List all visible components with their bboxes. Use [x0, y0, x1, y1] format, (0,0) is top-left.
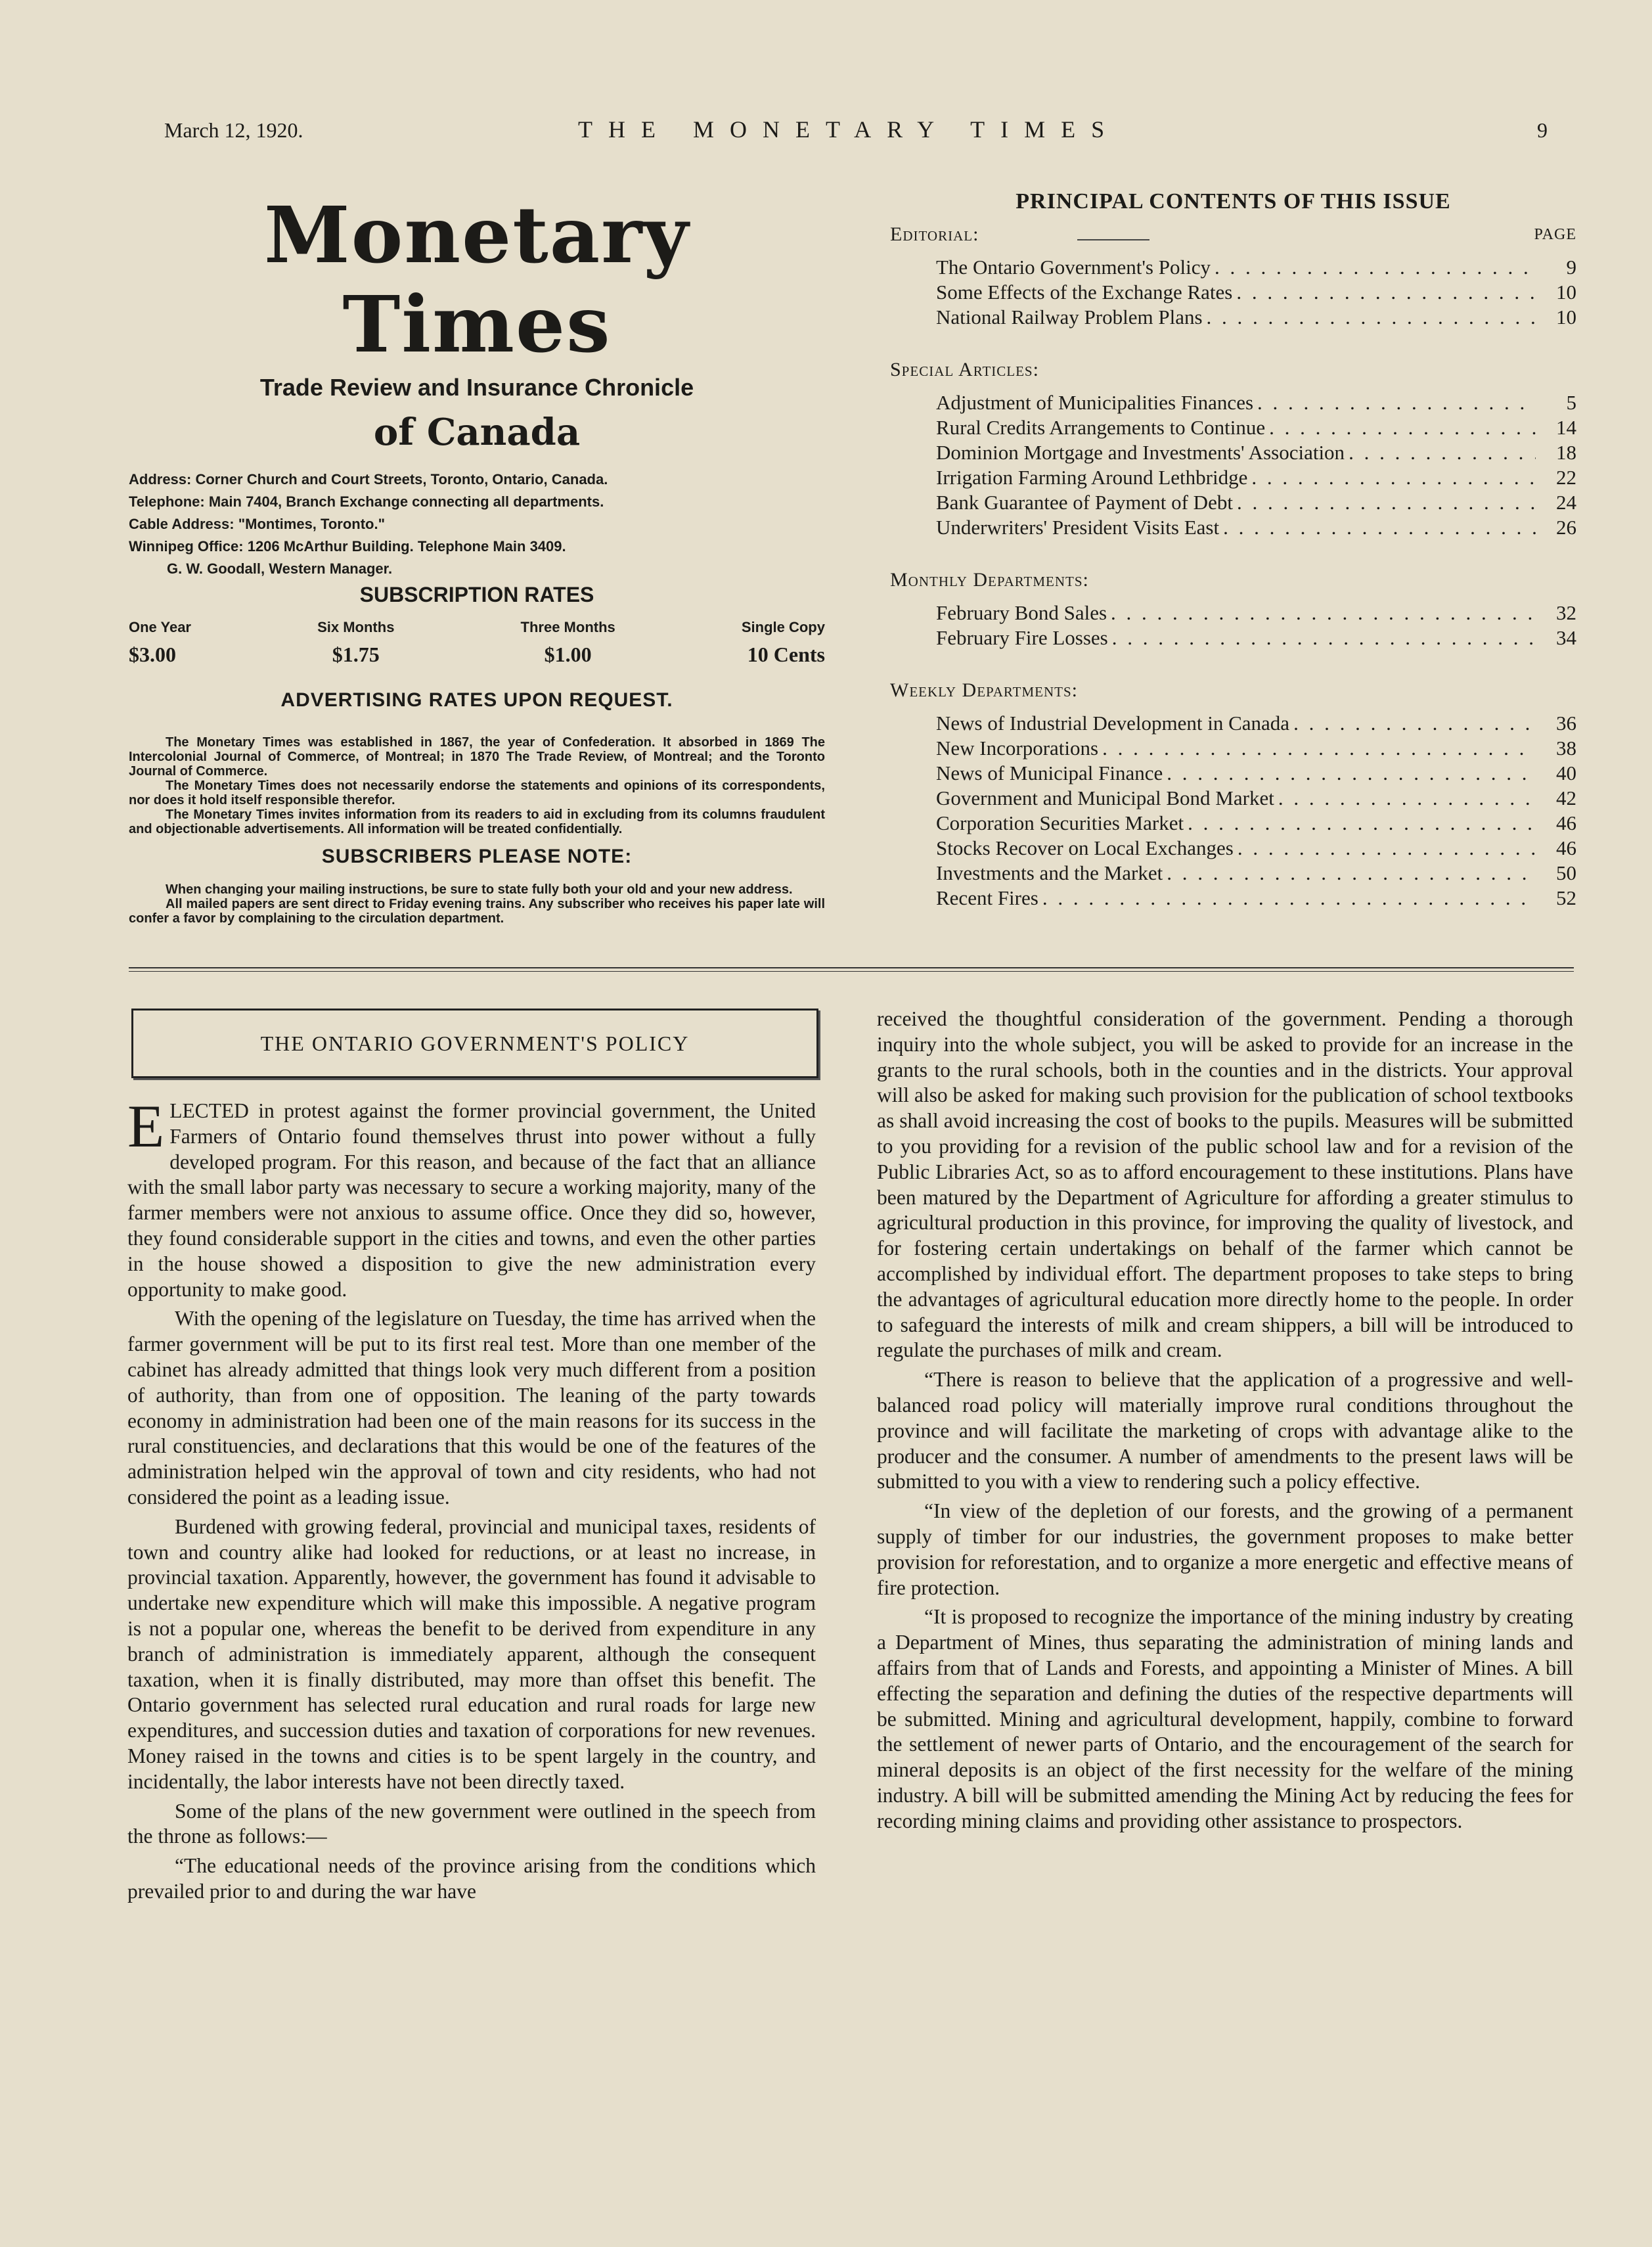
contents-item[interactable]: [890, 415, 1576, 440]
leader-dots: [1112, 625, 1536, 650]
leader-dots: [1215, 255, 1536, 280]
item-page: 32: [1556, 601, 1576, 624]
item-title: Bank Guarantee of Payment of Debt: [936, 491, 1233, 514]
item-title: Underwriters' President Visits East: [936, 516, 1220, 539]
drop-cap: E: [127, 1093, 165, 1160]
contents-items: [890, 390, 1576, 540]
rate-six-months: [317, 619, 394, 667]
divider: [1077, 239, 1150, 240]
rate-price: $1.75: [332, 643, 380, 667]
item-title: Recent Fires: [936, 886, 1038, 909]
article-paragraph: received the thoughtful consideration of the government. Pending a thorough inquiry into the whole subject, you will be asked to provide for an increase in the grants to the rural schools, both in the counties and in the districts. Your approval will also be asked for making such provision for the publication of school textbooks as shall avoid increasing the cost of books to the pupils. Measures will be submitted to you providing for a revision of the public school law and for a revision of the Public Libraries Act, so as to afford encouragement to these institutions. Plans have been matured by the Department of Agriculture for affording a greater stimulus to agricultural production in this province, for improving the quality of livestock, and for fostering certain undertakings on behalf of the farmer which cannot be accomplished by individual effort. The department proposes to take steps to bring the advantages of agricultural education more directly home to the people. In order to safeguard the interests of milk and cream shippers, a bill will be introduced to regulate the purchases of milk and cream.: [877, 1007, 1573, 1362]
item-title: News of Municipal Finance: [936, 761, 1163, 784]
contents-item[interactable]: [890, 886, 1576, 911]
article-paragraph: [127, 1093, 816, 1302]
contents-item[interactable]: [890, 490, 1576, 515]
rate-price: 10 Cents: [747, 643, 825, 667]
contents-section-editorial: [890, 223, 1576, 330]
contents-item[interactable]: [890, 736, 1576, 761]
masthead-subtitle: Trade Review and Insurance Chronicle: [259, 374, 694, 401]
article-paragraph: “It is proposed to recognize the importance of the mining industry by creating a Department of Mines, thus separating the administration of mining lands and affairs from that of Lands and Forests, and appointing a Minister of Mines. A bill effecting the separation and defining the duties of the respective departments will be submitted. Mining and agricultural development, happily, combine to forward the settlement of newer parts of Ontario, and the encouragement of the search for mineral deposits is an object of the first necessity for the welfare of the mining industry. A bill will be submitted amending the Mining Act by reducing the fees for recording mining claims and providing other assistance to prospectors.: [877, 1605, 1573, 1832]
rate-one-year: [129, 619, 191, 667]
about-paragraph: The Monetary Times was established in 1867, the year of Confederation. It absorbed in 1869 The Intercolonial Journal of Commerce, of Montreal; in 1870 The Trade Review, of Montreal; and the Toronto Journal of Commerce.: [129, 735, 825, 779]
article-paragraph: Burdened with growing federal, provincial and municipal taxes, residents of town and country alike had looked for reductions, or at least no increase, in provincial taxation. Apparently, however, the government has found it advisable to undertake new expenditure which will make this impossible. A negative program is not a popular one, whereas the benefit to be derived from expenditure in any branch of administration is immediately apparent, although the consequent taxation, when it is finally distributed, may more than offset this benefit. The Ontario government has selected rural education and rural roads for large new expenditures, and succession duties and taxation of corporations for new revenues. Money raised in the towns and cities is to be spent largely in the country, and incidentally, the labor interests have not been directly taxed.: [127, 1514, 816, 1793]
address-label: Address:: [129, 471, 192, 488]
item-title: Adjustment of Municipalities Finances: [936, 391, 1254, 414]
subscribers-note-heading: SUBSCRIBERS PLEASE NOTE:: [321, 846, 633, 868]
item-page: 14: [1556, 416, 1576, 439]
section-heading: Weekly Departments:: [890, 679, 1079, 701]
item-title: Government and Municipal Bond Market: [936, 786, 1274, 809]
item-page: 18: [1556, 441, 1576, 464]
masthead: [129, 191, 825, 926]
item-page: 38: [1556, 737, 1576, 760]
item-title: Rural Credits Arrangements to Continue: [936, 416, 1266, 439]
contents-items: [890, 601, 1576, 650]
rate-price: $1.00: [544, 643, 592, 667]
horizontal-divider: [129, 967, 1574, 972]
item-title: February Fire Losses: [936, 626, 1108, 649]
cable-text: "Montimes, Toronto.": [238, 516, 386, 533]
subscription-heading: SUBSCRIPTION RATES: [359, 583, 594, 607]
telephone-line: [129, 491, 825, 513]
note-paragraph: When changing your mailing instructions, be sure to state fully both your old and your new address.: [166, 882, 793, 897]
item-title: Stocks Recover on Local Exchanges: [936, 836, 1234, 859]
advertising-heading: ADVERTISING RATES UPON REQUEST.: [280, 689, 673, 712]
item-page: 9: [1566, 256, 1576, 279]
leader-dots: [1349, 440, 1536, 465]
winnipeg-manager: G. W. Goodall, Western Manager.: [167, 560, 393, 578]
rate-three-months: [521, 619, 615, 667]
telephone-text: Main 7404, Branch Exchange connecting all departments.: [208, 493, 604, 511]
item-title: The Ontario Government's Policy: [936, 256, 1211, 279]
article-column-left: [127, 1093, 816, 1905]
leader-dots: [1293, 711, 1536, 736]
cable-label: Cable Address:: [129, 516, 234, 533]
item-page: 52: [1556, 886, 1576, 909]
article-paragraph: “The educational needs of the province arising from the conditions which prevailed prior to and during the war have: [127, 1854, 816, 1903]
page-column-label: PAGE: [1534, 225, 1576, 243]
section-heading: Special Articles:: [890, 359, 1039, 380]
running-head-title: THE MONETARY TIMES: [578, 116, 1121, 143]
contents-item[interactable]: [890, 786, 1576, 811]
article-column-right: [877, 1007, 1573, 1834]
contents-item[interactable]: [890, 601, 1576, 625]
subscription-rates: [129, 619, 825, 667]
running-head-date: March 12, 1920.: [164, 118, 303, 142]
contents-section-weekly: [890, 679, 1576, 911]
contents-items: [890, 255, 1576, 330]
section-heading: Monthly Departments:: [890, 569, 1089, 591]
contents-item[interactable]: [890, 625, 1576, 650]
leader-dots: [1102, 736, 1536, 761]
article-paragraph: Some of the plans of the new government were outlined in the speech from the throne as follows:—: [127, 1799, 816, 1848]
table-of-contents: [890, 189, 1576, 911]
contents-item[interactable]: [890, 280, 1576, 305]
contents-item[interactable]: [890, 761, 1576, 786]
leader-dots: [1269, 415, 1536, 440]
item-title: Dominion Mortgage and Investments' Association: [936, 441, 1345, 464]
article-title: THE ONTARIO GOVERNMENT'S POLICY: [260, 1031, 690, 1055]
contents-item[interactable]: [890, 515, 1576, 540]
item-title: Investments and the Market: [936, 861, 1163, 884]
about-paragraph: The Monetary Times does not necessarily endorse the statements and opinions of its correspondents, nor does it hold itself responsible therefor.: [129, 779, 825, 808]
item-title: National Railway Problem Plans: [936, 306, 1203, 329]
contents-items: [890, 711, 1576, 911]
contents-item[interactable]: [890, 861, 1576, 886]
item-title: New Incorporations: [936, 737, 1099, 760]
item-page: 10: [1556, 306, 1576, 329]
contents-item[interactable]: [890, 440, 1576, 465]
about-text: [129, 735, 825, 836]
address-text: Corner Church and Court Streets, Toronto, Ontario, Canada.: [195, 471, 608, 488]
masthead-title: Monetary Times: [264, 189, 690, 370]
leader-dots: [1237, 490, 1536, 515]
item-page: 46: [1556, 811, 1576, 834]
editorial-heading-group: [890, 223, 1150, 246]
leader-dots: [1223, 515, 1536, 540]
editorial-heading-row: [890, 223, 1576, 246]
section-heading: Editorial:: [890, 223, 979, 245]
rate-price: $3.00: [129, 643, 176, 667]
contents-item[interactable]: [890, 811, 1576, 836]
contents-item[interactable]: [890, 390, 1576, 415]
contents-item[interactable]: [890, 711, 1576, 736]
leader-dots: [1278, 786, 1536, 811]
masthead-country: of Canada: [373, 411, 581, 455]
item-page: 50: [1556, 861, 1576, 884]
winnipeg-line: [129, 535, 825, 558]
telephone-label: Telephone:: [129, 493, 205, 511]
leader-dots: [1167, 861, 1536, 886]
item-page: 22: [1556, 466, 1576, 489]
contents-section-monthly: [890, 569, 1576, 650]
item-page: 40: [1556, 761, 1576, 784]
note-paragraph: All mailed papers are sent direct to Friday evening trains. Any subscriber who receives his paper late will confer a favor by complaining to the circulation department.: [129, 897, 825, 926]
winnipeg-label: Winnipeg Office:: [129, 538, 244, 555]
item-page: 46: [1556, 836, 1576, 859]
article-title-box: [131, 1009, 818, 1078]
leader-dots: [1111, 601, 1536, 625]
contents-item[interactable]: [890, 255, 1576, 280]
leader-dots: [1188, 811, 1536, 836]
contents-section-special: [890, 359, 1576, 540]
rate-single-copy: [742, 619, 825, 667]
leader-dots: [1236, 280, 1536, 305]
item-title: February Bond Sales: [936, 601, 1107, 624]
subscribers-note: [129, 882, 825, 926]
rate-term: Three Months: [520, 619, 615, 636]
item-page: 26: [1556, 516, 1576, 539]
article-paragraph: “There is reason to believe that the application of a progressive and well-balanced road policy will materially improve rural conditions throughout the province and will facilitate the marketing of crops with advantage alike to the producer and the consumer. A number of amendments to the present laws will be submitted to you with a view to rendering such a policy effective.: [877, 1368, 1573, 1493]
item-title: News of Industrial Development in Canada: [936, 712, 1290, 735]
item-page: 24: [1556, 491, 1576, 514]
leader-dots: [1238, 836, 1536, 861]
item-page: 10: [1556, 281, 1576, 304]
cable-line: [129, 513, 825, 535]
article-paragraph: With the opening of the legislature on Tuesday, the time has arrived when the farmer government will be put to its first real test. More than one member of the cabinet has already admitted that things look very much different from a position of authority, than from one of opposition. The leaning of the party towards economy in administration had been one of the main reasons for its success in the rural constituencies, and declarations that this would be one of the features of the administration helped win the approval of town and city residents, who had not considered the point as a leading issue.: [127, 1307, 816, 1509]
contents-heading: PRINCIPAL CONTENTS OF THIS ISSUE: [1016, 189, 1451, 214]
leader-dots: [1251, 465, 1536, 490]
leader-dots: [1042, 886, 1536, 911]
contents-item[interactable]: [890, 836, 1576, 861]
paragraph-text: LECTED in protest against the former provincial government, the United Farmers of Ontario found themselves thrust into power without a fully developed program. For this reason, and because of the fact that an alliance with the small labor party was necessary to secure a working majority, many of the farmer members were not anxious to assume office. Once they did so, however, they found considerable support in the cities and towns, and even the other parties in the house showed a disposition to give the new administration every opportunity to make good.: [127, 1099, 816, 1301]
rate-term: One Year: [129, 619, 191, 636]
page-number: 9: [1537, 118, 1548, 142]
item-title: Irrigation Farming Around Lethbridge: [936, 466, 1248, 489]
winnipeg-text: 1206 McArthur Building. Telephone Main 3409.: [247, 538, 566, 555]
item-page: 5: [1566, 391, 1576, 414]
leader-dots: [1257, 390, 1536, 415]
contents-item[interactable]: [890, 465, 1576, 490]
item-title: Corporation Securities Market: [936, 811, 1184, 834]
about-paragraph: The Monetary Times invites information from its readers to aid in excluding from its columns fraudulent and objectionable advertisements. All information will be treated confidentially.: [129, 807, 825, 837]
item-page: 42: [1556, 786, 1576, 809]
leader-dots: [1207, 305, 1536, 330]
leader-dots: [1167, 761, 1536, 786]
rate-term: Six Months: [317, 619, 395, 636]
article-paragraph: “In view of the depletion of our forests, and the growing of a permanent supply of timber for our industries, the government proposes to make better provision for reforestation, and to organize a more energetic and effective means of fire protection.: [877, 1499, 1573, 1599]
item-title: Some Effects of the Exchange Rates: [936, 281, 1233, 304]
item-page: 34: [1556, 626, 1576, 649]
address-line: [129, 468, 825, 491]
publisher-info: [129, 468, 825, 580]
contents-item[interactable]: [890, 305, 1576, 330]
item-page: 36: [1556, 712, 1576, 735]
rate-term: Single Copy: [741, 619, 825, 636]
